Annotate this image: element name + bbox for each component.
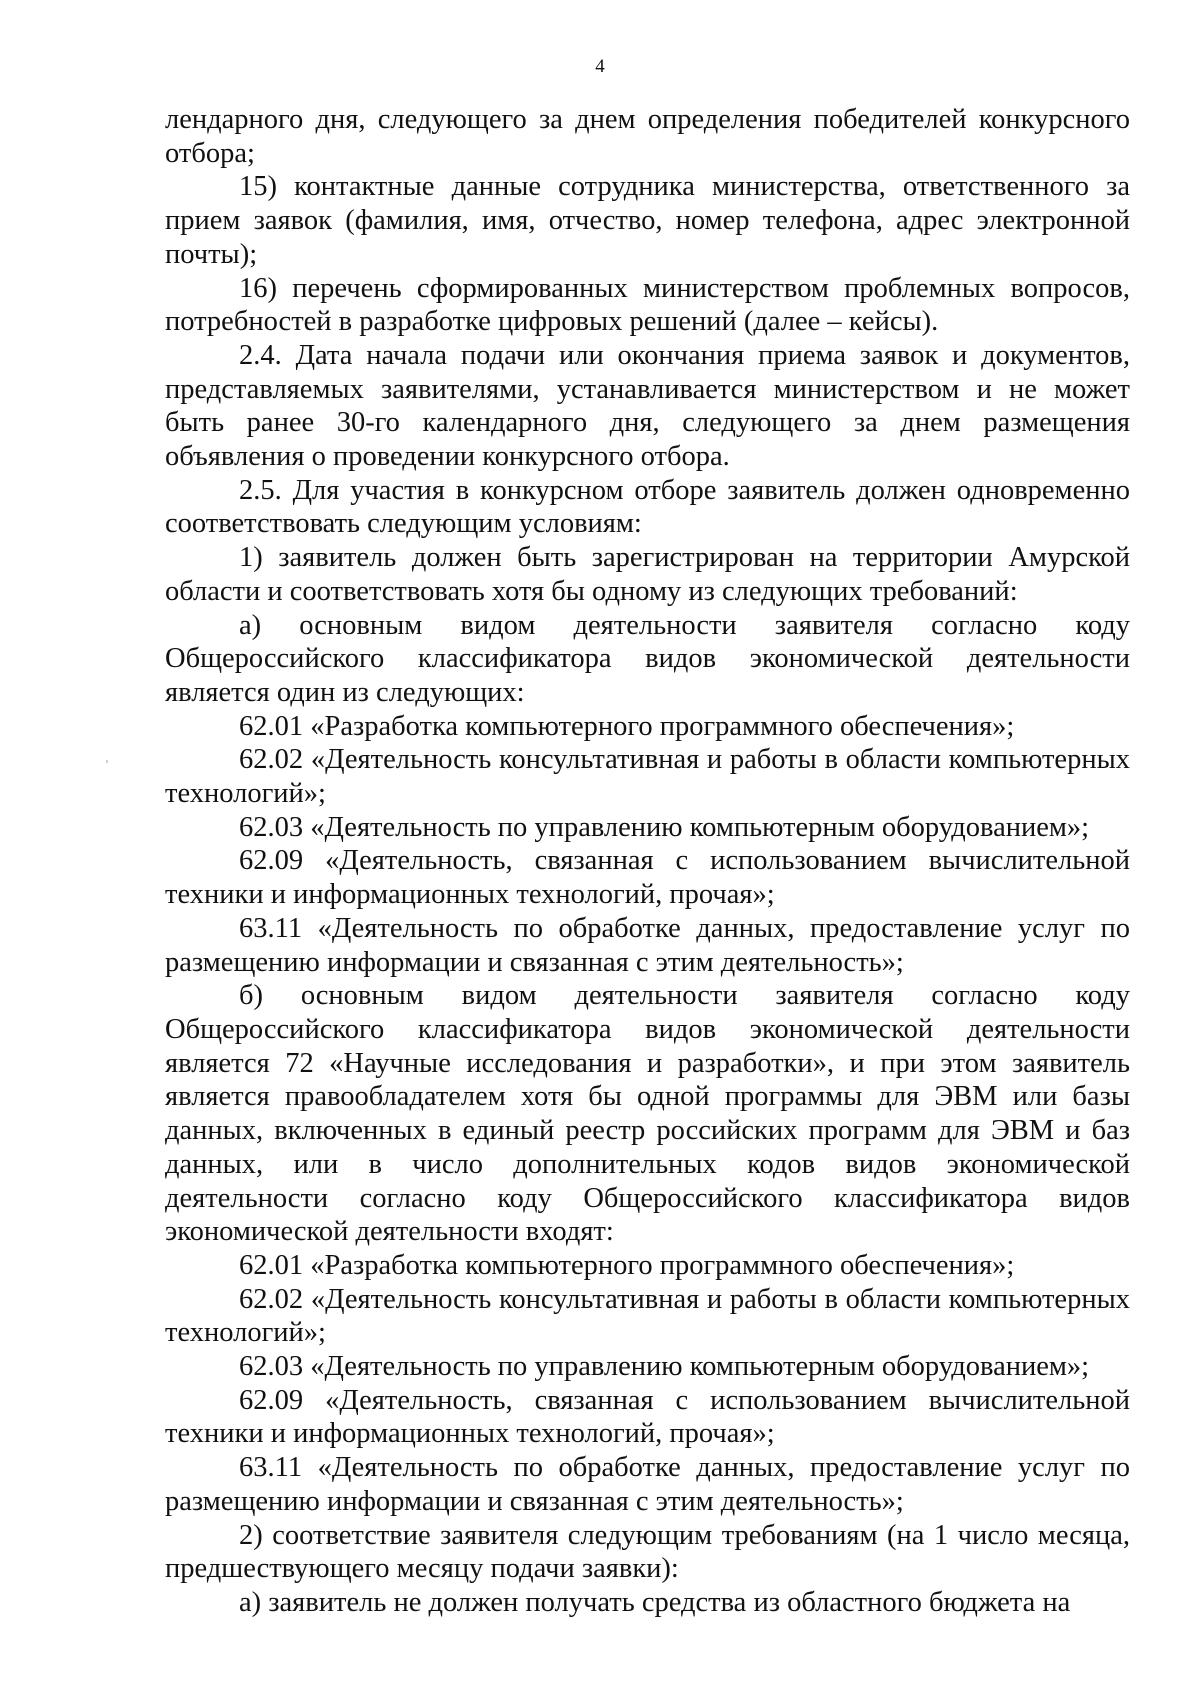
paragraph: лендарного дня, следующего за днем определения победителей конкурсного отбора; [165, 104, 1130, 169]
paragraph: 15) контактные данные сотрудника министерства, ответственного за прием заявок (фамилия, имя, отчество, номер телефона, адрес электронной почты); [165, 171, 1130, 270]
paragraph: 62.01 «Разработка компьютерного программного обеспечения»; [239, 710, 1015, 742]
paragraph: 2) соответствие заявителя следующим требованиям (на 1 число месяца, предшествующего месяцу подачи заявки): [165, 1519, 1130, 1585]
paragraph: 1) заявитель должен быть зарегистрирован на территории Амурской области и соответствовать хотя бы одному из следующих требований: [165, 542, 1130, 607]
paragraph: 62.02 «Деятельность консультативная и работы в области компьютерных технологий»; [165, 1283, 1130, 1349]
paragraph: а) заявитель не должен получать средства из областного бюджета на [239, 1586, 1071, 1618]
paragraph: 62.09 «Деятельность, связанная с использованием вычислительной техники и информационных технологий, прочая»; [165, 1384, 1130, 1450]
paragraph: 62.03 «Деятельность по управлению компьютерным оборудованием»; [239, 811, 1090, 843]
paragraph: 2.5. Для участия в конкурсном отборе заявитель должен одновременно соответствовать следующим условиям: [165, 474, 1130, 540]
paragraph: б) основным видом деятельности заявителя согласно коду Общероссийского классификатора видов экономической деятельности является 72 «Научные исследования и разработки», и при этом заявитель является правообладателем хотя бы одной программы для ЭВМ или базы данных, включенных в единый реестр российских программ для ЭВМ и баз данных, или в число дополнительных кодов видов экономической деятельности согласно коду Общероссийского классификатора видов экономической деятельности входят: [165, 980, 1130, 1248]
paragraph: 16) перечень сформированных министерством проблемных вопросов, потребностей в разработке цифровых решений (далее – кейсы). [165, 272, 1130, 338]
scan-speck [106, 760, 108, 763]
paragraph: 63.11 «Деятельность по обработке данных, предоставление услуг по размещению информации и связанная с этим деятельность»; [165, 1452, 1130, 1517]
paragraph: 63.11 «Деятельность по обработке данных, предоставление услуг по размещению информации и связанная с этим деятельность»; [165, 912, 1130, 978]
paragraph: 62.02 «Деятельность консультативная и работы в области компьютерных технологий»; [165, 744, 1130, 810]
paragraph: 62.09 «Деятельность, связанная с использованием вычислительной техники и информационных технологий, прочая»; [165, 845, 1130, 911]
document-body [165, 103, 1130, 1620]
paragraph: 2.4. Дата начала подачи или окончания приема заявок и документов, представляемых заявителями, устанавливается министерством и не может быть ранее 30-го календарного дня, следующего за днем размещения объявления о проведении конкурсного отбора. [165, 339, 1130, 473]
paragraph: а) основным видом деятельности заявителя согласно коду Общероссийского классификатора видов экономической деятельности является один из следующих: [165, 609, 1130, 708]
paragraph: 62.03 «Деятельность по управлению компьютерным оборудованием»; [239, 1351, 1090, 1383]
paragraph: 62.01 «Разработка компьютерного программного обеспечения»; [239, 1249, 1015, 1281]
page-number: 4 [595, 56, 605, 77]
